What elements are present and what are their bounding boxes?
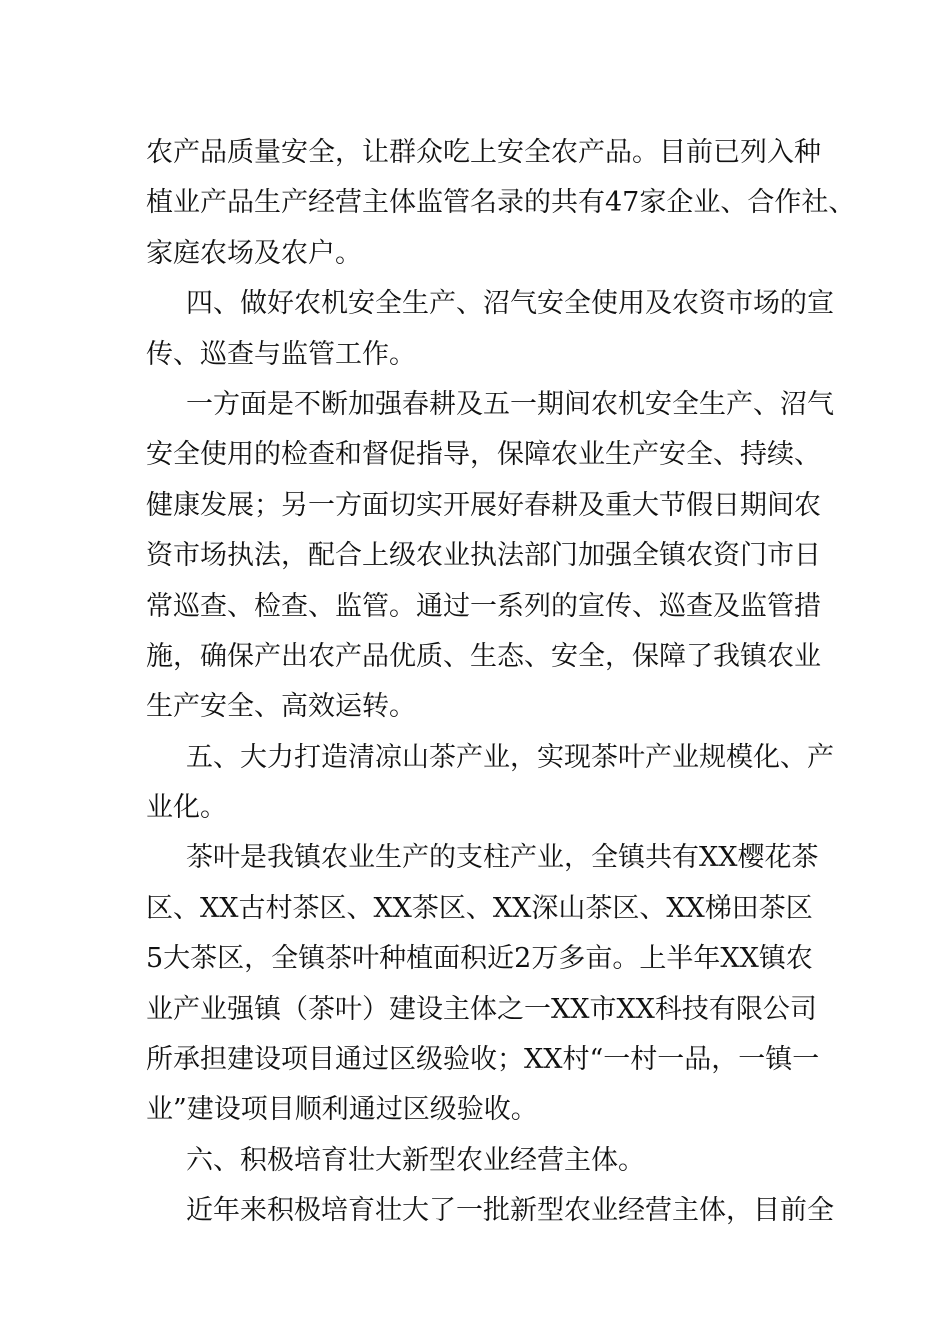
text-line: 生产安全、高效运转。 <box>146 691 416 723</box>
text-line: 一方面是不断加强春耕及五一期间农机安全生产、沼气 <box>186 388 834 420</box>
text-line: 健康发展；另一方面切实开展好春耕及重大节假日期间农 <box>146 489 821 521</box>
text-line: 区、XX古村茶区、XX茶区、XX深山茶区、XX梯田茶区 <box>146 892 813 924</box>
section-heading: 六、积极培育壮大新型农业经营主体。 <box>186 1144 645 1176</box>
text-line: 资市场执法，配合上级农业执法部门加强全镇农资门市日 <box>146 540 821 572</box>
text-line: 业”建设项目顺利通过区级验收。 <box>146 1094 538 1126</box>
body-text <box>146 128 856 1237</box>
text-line: 植业产品生产经营主体监管名录的共有47家企业、合作社、 <box>146 187 856 219</box>
section-heading: 五、大力打造清凉山茶产业，实现茶叶产业规模化、产 <box>186 741 834 773</box>
text-line: 安全使用的检查和督促指导，保障农业生产安全、持续、 <box>146 439 821 471</box>
text-line: 近年来积极培育壮大了一批新型农业经营主体，目前全 <box>186 1195 834 1227</box>
text-line: 常巡查、检查、监管。通过一系列的宣传、巡查及监管措 <box>146 590 821 622</box>
section-heading: 四、做好农机安全生产、沼气安全使用及农资市场的宣 <box>186 288 834 320</box>
text-line: 5大茶区，全镇茶叶种植面积近2万多亩。上半年XX镇农 <box>146 943 813 975</box>
text-line: 茶叶是我镇农业生产的支柱产业，全镇共有XX樱花茶 <box>186 842 819 874</box>
text-line: 业产业强镇（茶叶）建设主体之一XX市XX科技有限公司 <box>146 993 817 1025</box>
text-line: 业化。 <box>146 792 227 824</box>
text-line: 农产品质量安全，让群众吃上安全农产品。目前已列入种 <box>146 137 821 168</box>
text-line: 所承担建设项目通过区级验收；XX村“一村一品，一镇一 <box>146 1044 820 1076</box>
text-line: 施，确保产出农产品优质、生态、安全，保障了我镇农业 <box>146 640 821 672</box>
text-line: 家庭农场及农户。 <box>146 237 362 269</box>
text-line: 传、巡查与监管工作。 <box>146 338 416 370</box>
